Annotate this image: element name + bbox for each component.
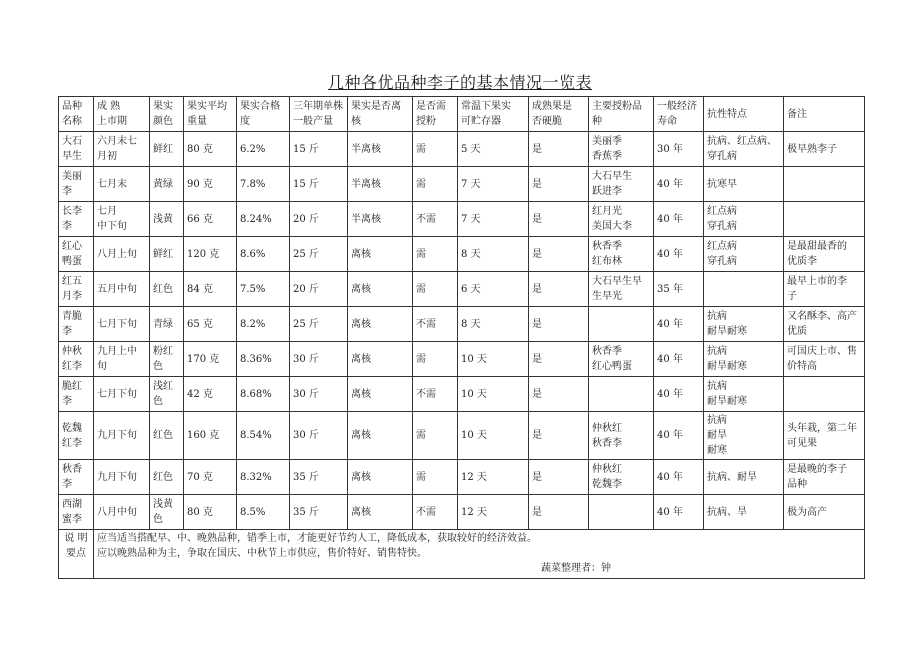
table-cell: 35 斤 [290, 460, 348, 495]
table-cell: 头年栽，第二年 可见果 [784, 412, 865, 460]
column-header: 果实合格 度 [237, 97, 290, 132]
table-cell: 五月中旬 [94, 272, 150, 307]
table-cell: 90 克 [184, 167, 237, 202]
table-cell: 需 [413, 412, 458, 460]
table-cell: 粉红 色 [150, 342, 184, 377]
table-cell: 是 [529, 132, 589, 167]
table-cell: 20 斤 [290, 202, 348, 237]
table-cell: 不需 [413, 202, 458, 237]
table-cell: 需 [413, 460, 458, 495]
table-cell: 青绿 [150, 307, 184, 342]
table-cell: 10 天 [458, 377, 529, 412]
table-cell: 是 [529, 412, 589, 460]
table-cell: 抗病 耐旱耐寒 [704, 342, 784, 377]
table-cell: 8.32% [237, 460, 290, 495]
table-row [59, 377, 865, 412]
table-cell: 秋香季 红心鸭蛋 [589, 342, 654, 377]
table-cell: 红点病 穿孔病 [704, 202, 784, 237]
table-cell: 15 斤 [290, 167, 348, 202]
table-row [59, 307, 865, 342]
table-cell: 66 克 [184, 202, 237, 237]
table-cell: 脆红 李 [59, 377, 94, 412]
table-cell: 84 克 [184, 272, 237, 307]
table-cell: 最早上市的李 子 [784, 272, 865, 307]
notes-row [59, 530, 865, 579]
notes-content [94, 530, 865, 579]
table-cell: 12 天 [458, 460, 529, 495]
table-cell: 红月光 美国大李 [589, 202, 654, 237]
table-cell: 抗病 耐旱 耐寒 [704, 412, 784, 460]
table-cell: 离核 [348, 460, 413, 495]
table-cell: 需 [413, 237, 458, 272]
table-cell: 是最甜最香的 优质李 [784, 237, 865, 272]
table-cell: 8.5% [237, 495, 290, 530]
table-cell: 离核 [348, 307, 413, 342]
table-cell: 红心 鸭蛋 [59, 237, 94, 272]
table-cell: 是 [529, 342, 589, 377]
table-cell: 40 年 [654, 377, 704, 412]
table-cell: 35 斤 [290, 495, 348, 530]
table-body [59, 132, 865, 579]
column-header: 备注 [784, 97, 865, 132]
table-row [59, 272, 865, 307]
table-cell: 大石 早生 [59, 132, 94, 167]
column-header: 一般经济 寿命 [654, 97, 704, 132]
table-header [59, 97, 865, 132]
table-cell: 仲秋 红李 [59, 342, 94, 377]
table-cell: 30 斤 [290, 412, 348, 460]
table-cell: 需 [413, 132, 458, 167]
table-cell [784, 202, 865, 237]
table-cell: 是 [529, 237, 589, 272]
table-cell: 七月 中下旬 [94, 202, 150, 237]
table-cell: 15 斤 [290, 132, 348, 167]
column-header: 三年期单株 一般产量 [290, 97, 348, 132]
table-cell: 不需 [413, 377, 458, 412]
table-cell: 35 年 [654, 272, 704, 307]
table-cell: 70 克 [184, 460, 237, 495]
table-cell: 40 年 [654, 460, 704, 495]
table-cell: 65 克 [184, 307, 237, 342]
table-cell: 是 [529, 377, 589, 412]
table-cell: 120 克 [184, 237, 237, 272]
table-cell: 美丽 李 [59, 167, 94, 202]
notes-label: 说 明 要点 [59, 530, 94, 579]
table-cell: 6.2% [237, 132, 290, 167]
table-cell: 30 斤 [290, 342, 348, 377]
table-cell: 浅黄 色 [150, 495, 184, 530]
table-cell: 仲秋红 秋香李 [589, 412, 654, 460]
table-cell: 7 天 [458, 167, 529, 202]
column-header: 果实平均 重量 [184, 97, 237, 132]
table-cell: 7 天 [458, 202, 529, 237]
table-cell: 八月上旬 [94, 237, 150, 272]
table-cell: 抗病、耐旱 [704, 460, 784, 495]
table-cell: 鲜红 [150, 132, 184, 167]
table-cell: 可国庆上市、售 价特高 [784, 342, 865, 377]
table-cell: 八月中旬 [94, 495, 150, 530]
table-cell: 离核 [348, 495, 413, 530]
table-cell [704, 272, 784, 307]
table-cell: 极为高产 [784, 495, 865, 530]
table-cell: 七月下旬 [94, 307, 150, 342]
column-header: 是否需 授粉 [413, 97, 458, 132]
table-cell: 九月下旬 [94, 460, 150, 495]
table-cell: 离核 [348, 272, 413, 307]
table-cell: 离核 [348, 342, 413, 377]
table-cell: 是 [529, 272, 589, 307]
table-cell: 是最晚的李子 品种 [784, 460, 865, 495]
table-cell: 40 年 [654, 237, 704, 272]
table-row [59, 202, 865, 237]
table-cell: 8.36% [237, 342, 290, 377]
table-cell: 是 [529, 167, 589, 202]
table-cell: 40 年 [654, 167, 704, 202]
table-cell: 是 [529, 307, 589, 342]
table-cell: 西湖 蜜李 [59, 495, 94, 530]
column-header: 成 熟 上市期 [94, 97, 150, 132]
table-cell: 8.68% [237, 377, 290, 412]
table-cell: 七月末 [94, 167, 150, 202]
table-cell: 抗病 耐旱耐寒 [704, 377, 784, 412]
table-cell: 是 [529, 202, 589, 237]
table-cell: 10 天 [458, 342, 529, 377]
table-cell: 40 年 [654, 202, 704, 237]
table-cell: 浅红 色 [150, 377, 184, 412]
table-cell: 7.8% [237, 167, 290, 202]
table-cell: 8.24% [237, 202, 290, 237]
table-cell: 离核 [348, 377, 413, 412]
table-row [59, 495, 865, 530]
table-cell: 离核 [348, 412, 413, 460]
table-cell: 25 斤 [290, 237, 348, 272]
table-cell: 20 斤 [290, 272, 348, 307]
table-cell: 红点病 穿孔病 [704, 237, 784, 272]
table-row [59, 460, 865, 495]
table-cell: 红五 月李 [59, 272, 94, 307]
column-header: 果实是否离 核 [348, 97, 413, 132]
table-cell: 红色 [150, 460, 184, 495]
table-cell: 半离核 [348, 202, 413, 237]
table-row [59, 167, 865, 202]
table-cell [589, 495, 654, 530]
table-cell [784, 167, 865, 202]
table-cell: 8.2% [237, 307, 290, 342]
note-line-1: 应当适当搭配早、中、晚熟品种，错季上市，才能更好节约人工，降低成本，获取较好的经济效益。 [97, 533, 537, 544]
table-cell: 抗病 耐旱耐寒 [704, 307, 784, 342]
table-cell: 40 年 [654, 495, 704, 530]
table-cell: 青脆 李 [59, 307, 94, 342]
column-header: 主要授粉品 种 [589, 97, 654, 132]
table-cell: 不需 [413, 307, 458, 342]
table-cell: 仲秋红 乾魏李 [589, 460, 654, 495]
table-cell: 8 天 [458, 307, 529, 342]
table-cell: 42 克 [184, 377, 237, 412]
table-cell: 8.54% [237, 412, 290, 460]
signature: 蔬菜整理者：钟 [541, 563, 611, 574]
table-cell: 半离核 [348, 132, 413, 167]
table-cell: 12 天 [458, 495, 529, 530]
table-row [59, 412, 865, 460]
table-cell: 8 天 [458, 237, 529, 272]
table-cell [589, 307, 654, 342]
table-cell: 40 年 [654, 342, 704, 377]
table-cell: 乾魏 红李 [59, 412, 94, 460]
table-cell: 40 年 [654, 412, 704, 460]
table-cell: 极早熟李子 [784, 132, 865, 167]
table-cell: 25 斤 [290, 307, 348, 342]
table-cell: 半离核 [348, 167, 413, 202]
header-row [59, 97, 865, 132]
table-row [59, 132, 865, 167]
table-cell: 浅黄 [150, 202, 184, 237]
variety-table [58, 96, 865, 579]
table-cell: 离核 [348, 237, 413, 272]
table-cell: 红色 [150, 272, 184, 307]
table-row [59, 342, 865, 377]
table-cell: 黄绿 [150, 167, 184, 202]
table-cell: 40 年 [654, 307, 704, 342]
table-cell: 九月上中 旬 [94, 342, 150, 377]
table-cell: 红色 [150, 412, 184, 460]
table-cell: 抗寒早 [704, 167, 784, 202]
table-cell: 10 天 [458, 412, 529, 460]
table-cell: 秋香季 红布林 [589, 237, 654, 272]
table-cell [589, 377, 654, 412]
column-header: 抗性特点 [704, 97, 784, 132]
table-cell: 大石早生早 生早光 [589, 272, 654, 307]
table-cell: 170 克 [184, 342, 237, 377]
table-cell: 需 [413, 272, 458, 307]
table-cell: 6 天 [458, 272, 529, 307]
table-cell [784, 377, 865, 412]
column-header: 品种 名称 [59, 97, 94, 132]
table-cell: 抗病、红点病、 穿孔病 [704, 132, 784, 167]
table-cell: 秋香 李 [59, 460, 94, 495]
table-cell: 鲜红 [150, 237, 184, 272]
table-cell: 30 年 [654, 132, 704, 167]
note-line-2: 应以晚熟品种为主，争取在国庆、中秋节上市供应，售价特好、销售特快。 [97, 548, 427, 559]
table-cell: 是 [529, 460, 589, 495]
table-cell: 七月下旬 [94, 377, 150, 412]
table-cell: 30 斤 [290, 377, 348, 412]
document-title: 几种各优品种李子的基本情况一览表 [327, 73, 592, 92]
table-cell: 80 克 [184, 495, 237, 530]
table-cell: 抗病、旱 [704, 495, 784, 530]
table-cell: 160 克 [184, 412, 237, 460]
table-cell: 需 [413, 167, 458, 202]
table-cell: 80 克 [184, 132, 237, 167]
column-header: 常温下果实 可贮存器 [458, 97, 529, 132]
table-cell: 7.5% [237, 272, 290, 307]
table-cell: 六月末七 月初 [94, 132, 150, 167]
table-row [59, 237, 865, 272]
table-cell: 长李 李 [59, 202, 94, 237]
column-header: 成熟果是 否硬脆 [529, 97, 589, 132]
table-cell: 大石早生 跃进李 [589, 167, 654, 202]
table-cell: 5 天 [458, 132, 529, 167]
table-cell: 需 [413, 342, 458, 377]
table-cell: 又名酥李、高产 优质 [784, 307, 865, 342]
column-header: 果实 颜色 [150, 97, 184, 132]
table-cell: 美丽季 香蕉季 [589, 132, 654, 167]
table-cell: 九月下旬 [94, 412, 150, 460]
table-cell: 不需 [413, 495, 458, 530]
table-cell: 是 [529, 495, 589, 530]
table-cell: 8.6% [237, 237, 290, 272]
